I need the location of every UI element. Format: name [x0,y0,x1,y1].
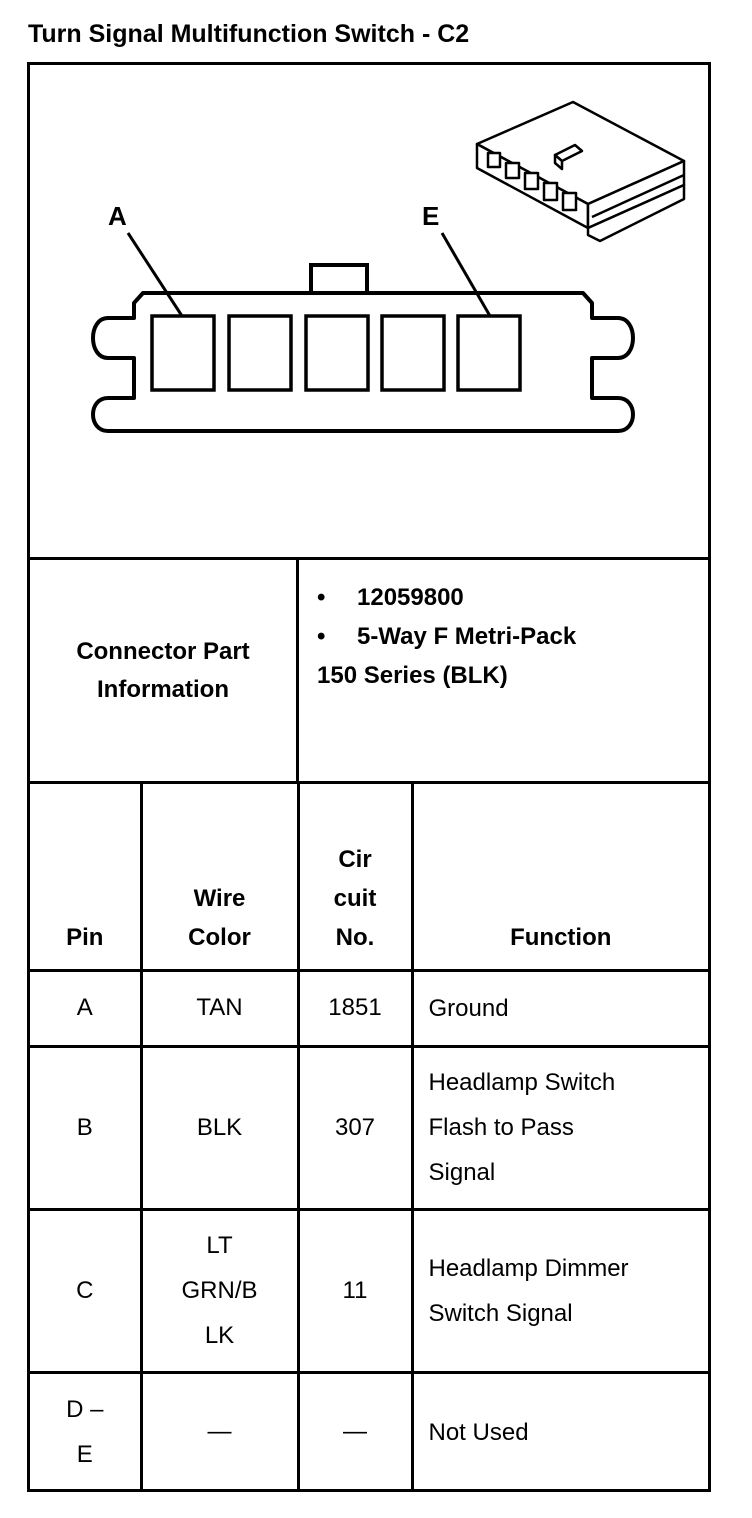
cavity-d [382,316,444,390]
cavity-c [306,316,368,390]
cavity-b [229,316,291,390]
header-function: Function [412,784,708,970]
cavity-e [458,316,520,390]
table-row [30,1209,708,1372]
connector-isometric-icon [477,102,684,241]
header-circuit-no: Cir cuit No. [298,784,412,970]
circuit-cell: 307 [298,1046,412,1209]
pin-cell: B [30,1046,141,1209]
connector-diagram [30,65,708,560]
wire-color-cell: — [141,1372,298,1491]
table-row [30,970,708,1046]
connector-part-information [30,560,708,784]
connector-table-frame [27,62,711,1492]
wire-color-cell: TAN [141,970,298,1046]
function-cell: Not Used [412,1372,708,1491]
pin-cell: C [30,1209,141,1372]
part-info-heading [30,560,299,781]
header-pin: Pin [30,784,141,970]
part-info-details [317,578,697,695]
wire-color-cell: LT GRN/B LK [141,1209,298,1372]
circuit-cell: 1851 [298,970,412,1046]
pin-cell: A [30,970,141,1046]
table-row [30,1372,708,1491]
connector-series: 150 Series (BLK) [317,662,508,689]
table-row [30,1046,708,1209]
function-cell: Ground [412,970,708,1046]
leader-line-e [442,233,490,316]
function-cell: Headlamp Switch Flash to Pass Signal [412,1046,708,1209]
header-wire-color: Wire Color [141,784,298,970]
part-info-heading-line1: Connector Part [76,637,250,665]
label-a: A [108,201,127,231]
pin-cell: D – E [30,1372,141,1491]
connector-type-item [317,617,697,656]
bullet-icon: • [317,623,326,650]
connector-face-drawing [30,65,708,557]
circuit-cell: — [298,1372,412,1491]
circuit-cell: 11 [298,1209,412,1372]
bullet-icon: • [317,584,326,611]
label-e: E [422,201,440,231]
wire-color-cell: BLK [141,1046,298,1209]
part-info-heading-line2: Information [97,675,229,703]
function-cell: Headlamp Dimmer Switch Signal [412,1209,708,1372]
pin-table-header [30,784,708,970]
pin-table [30,784,708,1491]
cavity-a [152,316,214,390]
connector-latch [311,265,367,293]
connector-type: 5-Way F Metri-Pack [357,623,577,650]
page-title: Turn Signal Multifunction Switch - C2 [28,20,470,48]
part-number-item [317,578,697,617]
part-number: 12059800 [357,584,464,611]
